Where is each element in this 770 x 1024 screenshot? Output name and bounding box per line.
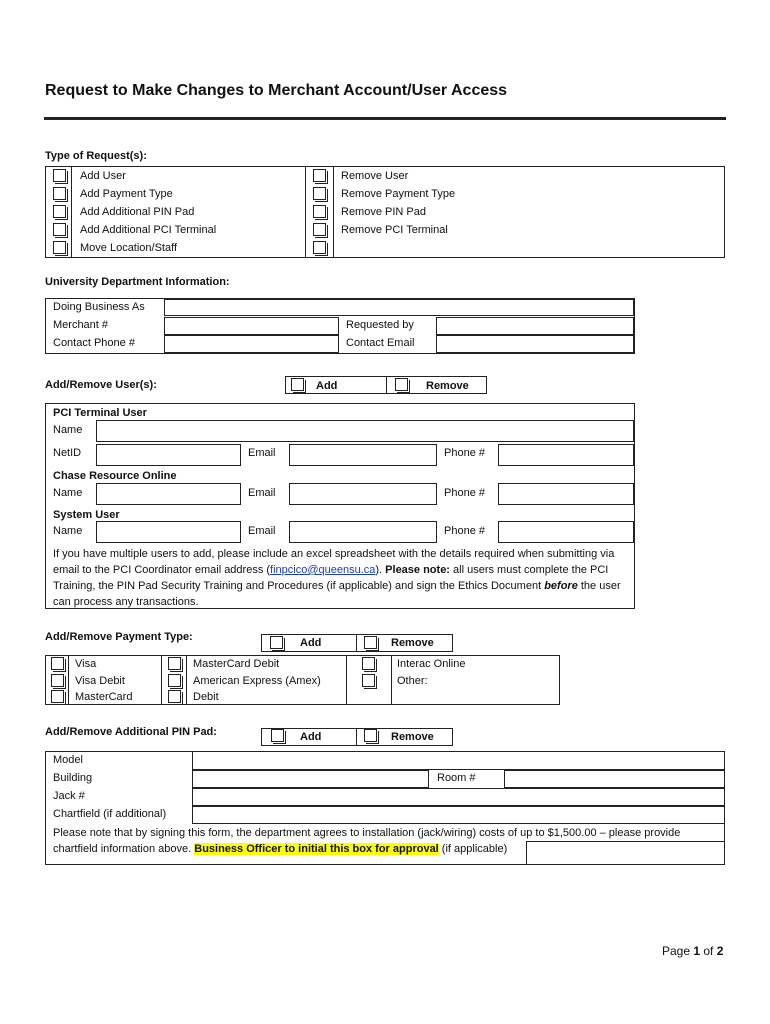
request-option-label: Remove PIN Pad [341, 206, 426, 218]
mastercard-checkbox[interactable] [51, 690, 64, 703]
pci-terminal-user-heading: PCI Terminal User [53, 407, 147, 419]
users-remove-label: Remove [426, 380, 469, 392]
requested-by-label: Requested by [346, 319, 414, 331]
pci-name-label: Name [53, 424, 83, 436]
payment-option-label: American Express (Amex) [193, 675, 321, 687]
chase-name-label: Name [53, 487, 83, 499]
pinpad-remove-checkbox[interactable] [364, 729, 377, 742]
add-user-checkbox[interactable] [53, 169, 66, 182]
page-title: Request to Make Changes to Merchant Account/User Access [45, 82, 508, 99]
pinpad-add-label: Add [300, 731, 322, 743]
pci-phone-label: Phone # [444, 447, 485, 459]
move-location-checkbox[interactable] [53, 241, 66, 254]
users-add-checkbox[interactable] [291, 378, 304, 391]
request-option-label: Add Additional PCI Terminal [80, 224, 217, 236]
payment-option-label: Other: [397, 675, 428, 687]
merchant-field[interactable] [164, 317, 339, 335]
doing-business-as-label: Doing Business As [53, 301, 145, 313]
add-payment-type-checkbox[interactable] [53, 187, 66, 200]
mastercard-debit-checkbox[interactable] [168, 657, 181, 670]
request-option-label: Move Location/Staff [80, 242, 178, 254]
requested-by-field[interactable] [436, 317, 634, 335]
room-label: Room # [437, 772, 476, 784]
pci-email-field[interactable] [289, 444, 437, 466]
visa-checkbox[interactable] [51, 657, 64, 670]
chase-phone-label: Phone # [444, 487, 485, 499]
debit-checkbox[interactable] [168, 690, 181, 703]
model-field[interactable] [192, 751, 725, 770]
title-divider [44, 117, 726, 120]
approval-highlight: Business Officer to initial this box for approval [194, 843, 439, 855]
payment-option-label: MasterCard [75, 691, 133, 703]
system-email-label: Email [248, 525, 276, 537]
merchant-label: Merchant # [53, 319, 109, 331]
business-officer-initials-field[interactable] [526, 841, 725, 865]
payment-add-checkbox[interactable] [270, 636, 283, 649]
payment-option-label: Visa [75, 658, 97, 670]
pinpad-remove-label: Remove [391, 731, 434, 743]
chase-resource-online-heading: Chase Resource Online [53, 470, 177, 482]
users-note: If you have multiple users to add, please include an excel spreadsheet with the details required when submitting via email to the PCI Coordinator email address (finpcico@queensu.ca). Please note: all users must complete the PCI Training, the PIN Pad Security Training and Procedures (if applicable) and sign the Ethics Document before the user can process any transactions. [53, 548, 621, 608]
department-heading: University Department Information: [45, 276, 230, 288]
pci-email-link[interactable]: finpcico@queensu.ca [270, 564, 376, 576]
system-name-label: Name [53, 525, 83, 537]
payment-option-label: Debit [193, 691, 219, 703]
pci-email-label: Email [248, 447, 276, 459]
pci-netid-label: NetID [53, 447, 82, 459]
pci-name-field[interactable] [96, 420, 634, 442]
users-heading: Add/Remove User(s): [45, 379, 157, 391]
interac-online-checkbox[interactable] [362, 657, 375, 670]
chartfield-label: Chartfield (if additional) [53, 808, 167, 820]
pci-netid-field[interactable] [96, 444, 241, 466]
add-pin-pad-checkbox[interactable] [53, 205, 66, 218]
system-email-field[interactable] [289, 521, 437, 543]
payment-remove-checkbox[interactable] [364, 636, 377, 649]
type-of-request-heading: Type of Request(s): [45, 150, 147, 162]
users-add-label: Add [316, 380, 338, 392]
amex-checkbox[interactable] [168, 674, 181, 687]
chase-email-label: Email [248, 487, 276, 499]
users-remove-checkbox[interactable] [395, 378, 408, 391]
request-option-label: Remove User [341, 170, 409, 182]
page-number: Page 1 of 2 [662, 944, 724, 958]
doing-business-as-field[interactable] [164, 299, 634, 316]
remove-payment-type-checkbox[interactable] [313, 187, 326, 200]
chartfield-field[interactable] [192, 806, 725, 824]
pinpad-add-checkbox[interactable] [271, 729, 284, 742]
other-payment-checkbox[interactable] [362, 674, 375, 687]
pinpad-note: Please note that by signing this form, the department agrees to installation (jack/wiring) costs of up to $1,500.00 – please provide chartfield information above. Business Officer to initial this box for approval (if applicable) [53, 827, 681, 855]
system-name-field[interactable] [96, 521, 241, 543]
system-phone-label: Phone # [444, 525, 485, 537]
room-field[interactable] [504, 770, 725, 788]
request-option-label: Add Additional PIN Pad [80, 206, 195, 218]
blank-request-checkbox[interactable] [313, 241, 326, 254]
contact-email-label: Contact Email [346, 337, 415, 349]
payment-add-label: Add [300, 637, 322, 649]
contact-email-field[interactable] [436, 335, 634, 353]
contact-phone-label: Contact Phone # [53, 337, 135, 349]
payment-option-label: Visa Debit [75, 675, 125, 687]
system-user-heading: System User [53, 509, 120, 521]
chase-phone-field[interactable] [498, 483, 634, 505]
model-label: Model [53, 754, 83, 766]
remove-user-checkbox[interactable] [313, 169, 326, 182]
remove-pci-terminal-checkbox[interactable] [313, 223, 326, 236]
remove-pin-pad-checkbox[interactable] [313, 205, 326, 218]
building-field[interactable] [192, 770, 429, 788]
pci-phone-field[interactable] [498, 444, 634, 466]
request-option-label: Remove Payment Type [341, 188, 456, 200]
jack-label: Jack # [53, 790, 85, 802]
chase-name-field[interactable] [96, 483, 241, 505]
payment-heading: Add/Remove Payment Type: [45, 631, 193, 643]
pinpad-heading: Add/Remove Additional PIN Pad: [45, 726, 217, 738]
payment-remove-label: Remove [391, 637, 434, 649]
request-option-label: Add Payment Type [80, 188, 173, 200]
visa-debit-checkbox[interactable] [51, 674, 64, 687]
request-option-label: Remove PCI Terminal [341, 224, 448, 236]
building-label: Building [53, 772, 93, 784]
jack-field[interactable] [192, 788, 725, 806]
chase-email-field[interactable] [289, 483, 437, 505]
add-pci-terminal-checkbox[interactable] [53, 223, 66, 236]
contact-phone-field[interactable] [164, 335, 339, 353]
system-phone-field[interactable] [498, 521, 634, 543]
payment-option-label: Interac Online [397, 658, 466, 670]
payment-option-label: MasterCard Debit [193, 658, 280, 670]
request-option-label: Add User [80, 170, 126, 182]
